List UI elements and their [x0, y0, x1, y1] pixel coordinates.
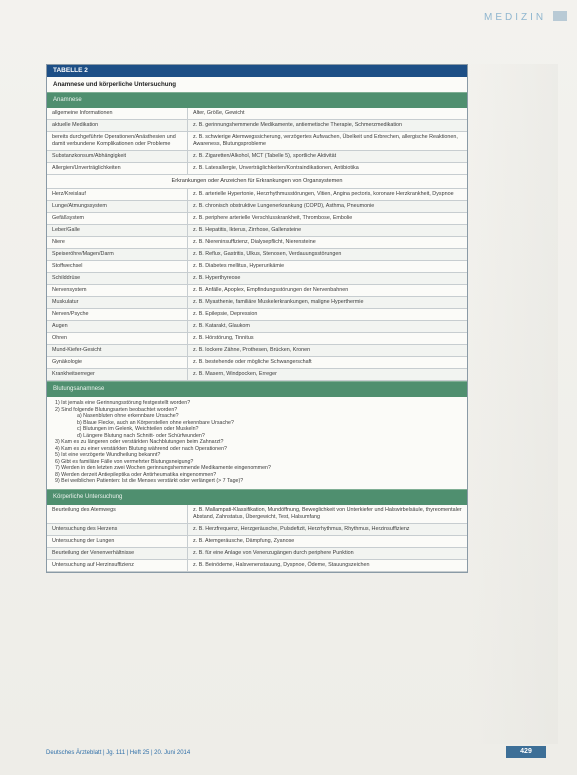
table-row: [47, 309, 467, 321]
table-row: [47, 132, 467, 151]
exam-table: [47, 505, 467, 572]
bleeding-question: 9) Bei weiblichen Patienten: Ist die Menses verstärkt oder verlängert (> 7 Tage)?: [55, 478, 244, 484]
table-row: [47, 285, 467, 297]
bleeding-question: 7) Werden in den letzten zwei Wochen gerinnungshemmende Medikamente eingenommen?: [55, 465, 271, 471]
row-detail: z. B. Anfälle, Apoplex, Empfindungsstörungen der Nervenbahnen: [188, 285, 468, 297]
row-detail: z. B. bestehende oder mögliche Schwangerschaft: [188, 357, 468, 369]
row-detail: z. B. Hyperthyreose: [188, 273, 468, 285]
row-label: Untersuchung auf Herzinsuffizienz: [47, 559, 188, 571]
row-label: Stoffwechsel: [47, 261, 188, 273]
row-label: Nervensystem: [47, 285, 188, 297]
bleeding-question: d) Längere Blutung nach Schnitt- oder Schürfwunden?: [77, 432, 205, 439]
organ-systems-heading: Erkrankungen oder Anzeichen für Erkrankungen von Organsystemen: [47, 175, 467, 189]
row-label: Ohren: [47, 333, 188, 345]
row-detail: z. B. Mallampati-Klassifikation, Mundöffnung, Beweglichkeit von Unterkiefer und Halswirbelsäule, thyreomentaler Abstand, Zahnstatus, Übergewicht, Test, Halsumfang: [188, 505, 468, 524]
table-2: [46, 64, 468, 573]
table-row: [47, 151, 467, 163]
row-detail: z. B. Niereninsuffizienz, Dialysepflicht, Nierensteine: [188, 237, 468, 249]
row-label: Substanzkonsum/Abhängigkeit: [47, 151, 188, 163]
table-row: [47, 201, 467, 213]
table-row: [47, 559, 467, 571]
table-row: [47, 261, 467, 273]
row-detail: z. B. lockere Zähne, Prothesen, Brücken, Kronen: [188, 345, 468, 357]
table-row: [47, 505, 467, 524]
table-title: Anamnese und körperliche Untersuchung: [53, 81, 177, 88]
row-detail: z. B. Atemgeräusche, Dämpfung, Zyanose: [188, 535, 468, 547]
table-row: [47, 321, 467, 333]
row-label: Mund-Kiefer-Gesicht: [47, 345, 188, 357]
bleeding-question: 1) Ist jemals eine Gerinnungsstörung festgestellt worden?: [55, 400, 191, 406]
table-label: TABELLE 2: [47, 65, 467, 77]
bleeding-question: 3) Kam es zu längeren oder verstärkten Nachblutungen beim Zahnarzt?: [55, 439, 224, 445]
row-label: Muskulatur: [47, 297, 188, 309]
organ-systems-table: [47, 189, 467, 381]
section-heading-bleeding: Blutungsanamnese: [47, 381, 467, 397]
row-label: Speiseröhre/Magen/Darm: [47, 249, 188, 261]
table-row: [47, 108, 467, 120]
section-heading-anamnese: Anamnese: [47, 92, 467, 108]
row-label: bereits durchgeführte Operationen/Anästhesien und damit verbundene Komplikationen oder Probleme: [47, 132, 188, 151]
row-label: Leber/Galle: [47, 225, 188, 237]
table-row: [47, 273, 467, 285]
row-label: Allergien/Unverträglichkeiten: [47, 163, 188, 175]
bleeding-question: 6) Gibt es familiäre Fälle von vermehrter Blutungsneigung?: [55, 458, 194, 465]
running-head-marker: [553, 11, 567, 21]
row-detail: z. B. Hörstörung, Tinnitus: [188, 333, 468, 345]
table-row: [47, 535, 467, 547]
row-detail: z. B. Zigaretten/Alkohol, MCT (Tabelle 5), sportliche Aktivität: [188, 151, 468, 163]
table-row: [47, 249, 467, 261]
page-shadow: [468, 64, 558, 744]
row-detail: z. B. Epilepsie, Depression: [188, 309, 468, 321]
bleeding-question: 5) Ist eine verzögerte Wundheilung bekannt?: [55, 452, 161, 458]
row-detail: z. B. für eine Anlage von Venenzugängen durch periphere Punktion: [188, 547, 468, 559]
row-detail: z. B. Herzfrequenz, Herzgeräusche, Pulsdefizit, Herzrhythmus, Rhythmus, Herzinsuffizienz: [188, 523, 468, 535]
page-number: 429: [506, 746, 546, 758]
table-row: [47, 523, 467, 535]
row-label: aktuelle Medikation: [47, 120, 188, 132]
row-label: Beurteilung der Venenverhältnisse: [47, 547, 188, 559]
row-detail: z. B. Latexallergie, Unverträglichkeiten/Kontraindikationen, Antibiotika: [188, 163, 468, 175]
running-head: MEDIZIN: [484, 12, 547, 23]
table-row: [47, 547, 467, 559]
row-detail: z. B. Beinödeme, Halsvenenstauung, Dyspnoe, Ödeme, Stauungszeichen: [188, 559, 468, 571]
row-detail: z. B. periphere arterielle Verschlusskrankheit, Thrombose, Embolie: [188, 213, 468, 225]
anamnese-table: [47, 108, 467, 175]
row-label: Schilddrüse: [47, 273, 188, 285]
row-detail: z. B. Masern, Windpocken, Erreger: [188, 369, 468, 381]
table-row: [47, 213, 467, 225]
row-detail: z. B. schwierige Atemwegssicherung, verzögertes Aufwachen, Übelkeit und Erbrechen, allergische Reaktionen, Awareness, Blutungsprobleme: [188, 132, 468, 151]
row-label: allgemeine Informationen: [47, 108, 188, 120]
row-detail: z. B. Myasthenie, familiäre Muskelerkrankungen, maligne Hyperthermie: [188, 297, 468, 309]
row-detail: z. B. arterielle Hypertonie, Herzrhythmusstörungen, Vitien, Angina pectoris, koronare Herzkrankheit, Dyspnoe: [188, 189, 468, 201]
table-row: [47, 237, 467, 249]
row-detail: z. B. chronisch obstruktive Lungenerkrankung (COPD), Asthma, Pneumonie: [188, 201, 468, 213]
row-label: Beurteilung des Atemwegs: [47, 505, 188, 524]
table-row: [47, 333, 467, 345]
row-label: Niere: [47, 237, 188, 249]
section-heading-exam: Körperliche Untersuchung: [47, 489, 467, 505]
row-detail: z. B. Hepatitis, Ikterus, Zirrhose, Gallensteine: [188, 225, 468, 237]
row-detail: z. B. Katarakt, Glaukom: [188, 321, 468, 333]
bleeding-question: a) Nasenbluten ohne erkennbare Ursache?: [77, 413, 179, 419]
bleeding-question-list: [47, 397, 467, 489]
bleeding-question: 2) Sind folgende Blutungsarten beobachtet worden?: [55, 406, 178, 413]
row-detail: Alter, Größe, Gewicht: [188, 108, 468, 120]
table-row: [47, 225, 467, 237]
row-label: Herz/Kreislauf: [47, 189, 188, 201]
row-label: Untersuchung der Lungen: [47, 535, 188, 547]
row-detail: z. B. Reflux, Gastritis, Ulkus, Stenosen, Verdauungsstörungen: [188, 249, 468, 261]
row-label: Augen: [47, 321, 188, 333]
table-row: [47, 345, 467, 357]
table-row: [47, 297, 467, 309]
row-detail: z. B. gerinnungshemmende Medikamente, antiemetische Therapie, Schmerzmedikation: [188, 120, 468, 132]
row-detail: z. B. Diabetes mellitus, Hyperurikämie: [188, 261, 468, 273]
table-row: [47, 369, 467, 381]
table-row: [47, 357, 467, 369]
row-label: Lunge/Atmungssystem: [47, 201, 188, 213]
bleeding-question: 8) Werden derzeit Antiepileptika oder Antirheumatika eingenommen?: [55, 471, 217, 478]
row-label: Untersuchung des Herzens: [47, 523, 188, 535]
row-label: Krankheitserreger: [47, 369, 188, 381]
table-row: [47, 120, 467, 132]
table-row: [47, 163, 467, 175]
bleeding-question: c) Blutungen im Gelenk, Weichteilen oder Muskeln?: [77, 426, 199, 432]
bleeding-question: b) Blaue Flecke, auch an Körperstellen ohne erkennbare Ursache?: [77, 419, 234, 426]
bleeding-question: 4) Kam es zu einer verstärkten Blutung während oder nach Operationen?: [55, 445, 227, 452]
row-label: Gefäßsystem: [47, 213, 188, 225]
table-row: [47, 189, 467, 201]
row-label: Nerven/Psyche: [47, 309, 188, 321]
footer-citation: Deutsches Ärzteblatt | Jg. 111 | Heft 25 | 20. Juni 2014: [46, 750, 191, 756]
row-label: Gynäkologie: [47, 357, 188, 369]
